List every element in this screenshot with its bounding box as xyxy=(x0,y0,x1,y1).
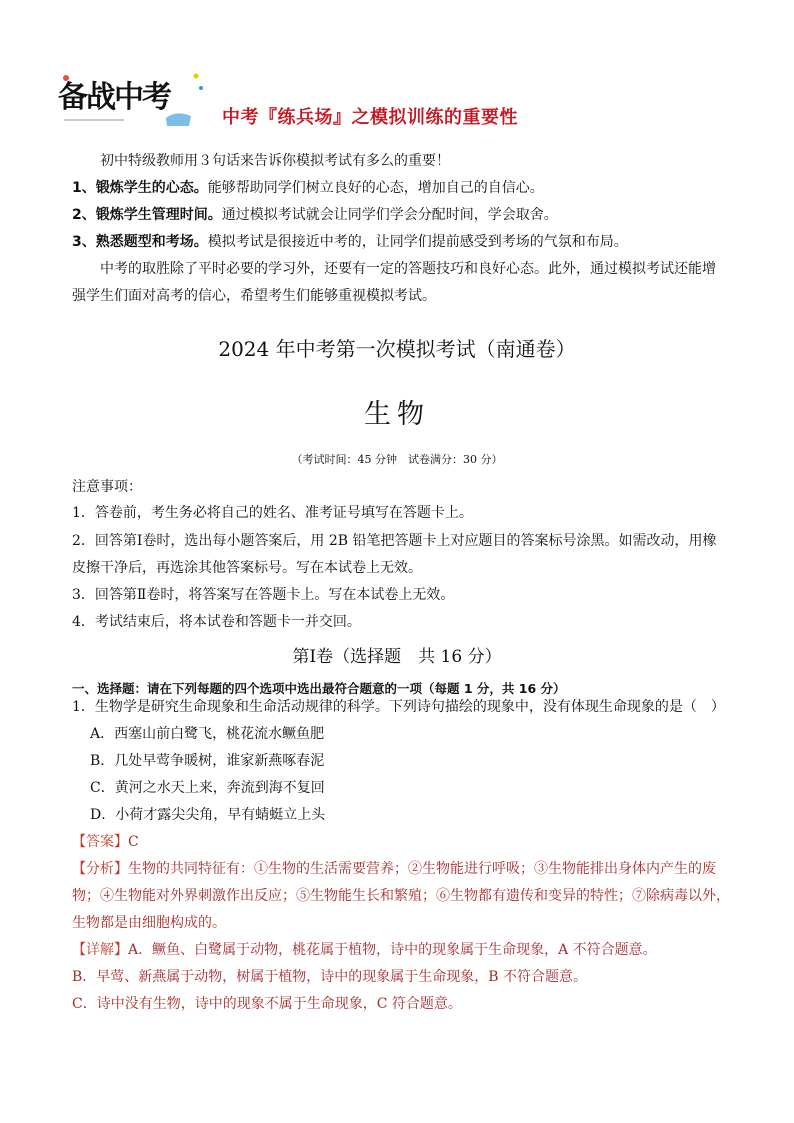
intro-point-label: 2、锻炼学生管理时间。 xyxy=(72,207,222,223)
exam-title: 2024 年中考第一次模拟考试（南通卷） xyxy=(218,337,576,361)
detail-tag: 【详解】 xyxy=(72,942,128,958)
question-option: B．几处早莺争暖树，谁家新燕啄春泥 xyxy=(90,753,325,769)
answer-line xyxy=(72,832,139,852)
intro-lead: 初中特级教师用３句话来告诉你模拟考试有多么的重要！ xyxy=(100,153,450,169)
exam-subject: 生物 xyxy=(364,399,430,430)
analysis-line-3: 生物都是由细胞构成的。 xyxy=(72,915,226,931)
intro-point-label: 3、熟悉题型和考场。 xyxy=(72,234,208,250)
banner-title: 中考『练兵场』之模拟训练的重要性 xyxy=(222,107,518,128)
intro-point-text: 能够帮助同学们树立良好的心态，增加自己的自信心。 xyxy=(207,180,544,196)
notes-item: 2．回答第Ⅰ卷时，选出每小题答案后，用 2B 铅笔把答题卡上对应题目的答案标号涂黑。如需改动，用橡 xyxy=(72,533,717,549)
intro-point-label: 1、锻炼学生的心态。 xyxy=(72,180,208,196)
answer-tag: 【答案】 xyxy=(72,834,128,850)
question-stem: 1．生物学是研究生命现象和生命活动规律的科学。下列诗句描绘的现象中，没有体现生命现象的是（ ） xyxy=(72,699,725,715)
intro-closing-1: 中考的取胜除了平时必要的学习外，还要有一定的答题技巧和良好心态。此外，通过模拟考试还能增 xyxy=(100,261,716,277)
analysis-line-2: 物；④生物能对外界刺激作出反应；⑤生物能生长和繁殖；⑥生物都有遗传和变异的特性；⑦除病毒以外， xyxy=(72,888,730,904)
notes-item: 皮擦干净后，再选涂其他答案标号。写在本试卷上无效。 xyxy=(72,560,422,576)
intro-point-1 xyxy=(72,178,544,198)
intro-point-text: 模拟考试是很接近中考的，让同学们提前感受到考场的气氛和布局。 xyxy=(207,234,628,250)
logo-text: 备战中考 xyxy=(58,80,170,115)
notes-heading: 注意事项： xyxy=(72,479,142,495)
notes-item: 1．答卷前，考生务必将自己的姓名、准考证号填写在答题卡上。 xyxy=(72,505,473,521)
detail-text: A．鳜鱼、白鹭属于动物，桃花属于植物，诗中的现象属于生命现象，A 不符合题意。 xyxy=(128,942,657,958)
intro-point-3 xyxy=(72,232,628,252)
detail-line-3: C．诗中没有生物，诗中的现象不属于生命现象，C 符合题意。 xyxy=(72,996,462,1012)
exam-time-info: （考试时间：45 分钟 试卷满分：30 分） xyxy=(291,453,503,466)
question-option: C．黄河之水天上来，奔流到海不复回 xyxy=(90,780,325,796)
detail-line-1 xyxy=(72,940,657,960)
notes-item: 4．考试结束后，将本试卷和答题卡一并交回。 xyxy=(72,614,361,630)
analysis-line-1 xyxy=(72,859,716,879)
logo xyxy=(56,68,206,132)
analysis-text: 生物的共同特征有：①生物的生活需要营养；②生物能进行呼吸；③生物能排出身体内产生的废 xyxy=(128,861,716,877)
intro-point-2 xyxy=(72,205,558,225)
detail-line-2: B．早莺、新燕属于动物，树属于植物，诗中的现象属于生命现象，B 不符合题意。 xyxy=(72,969,588,985)
question-option: D．小荷才露尖尖角，早有蜻蜓立上头 xyxy=(90,807,326,823)
section-title: 第Ⅰ卷（选择题 共 16 分） xyxy=(292,647,502,667)
answer-value: C xyxy=(128,834,139,850)
notes-item: 3．回答第Ⅱ卷时，将答案写在答题卡上。写在本试卷上无效。 xyxy=(72,587,455,603)
question-option: A．西塞山前白鹭飞，桃花流水鳜鱼肥 xyxy=(90,726,325,742)
analysis-tag: 【分析】 xyxy=(72,861,128,877)
section-instruction: 一、选择题：请在下列每题的四个选项中选出最符合题意的一项（每题 1 分，共 16 分） xyxy=(72,681,566,696)
intro-point-text: 通过模拟考试就会让同学们学会分配时间，学会取舍。 xyxy=(221,207,558,223)
intro-closing-2: 强学生们面对高考的信心，希望考生们能够重视模拟考试。 xyxy=(72,288,436,304)
